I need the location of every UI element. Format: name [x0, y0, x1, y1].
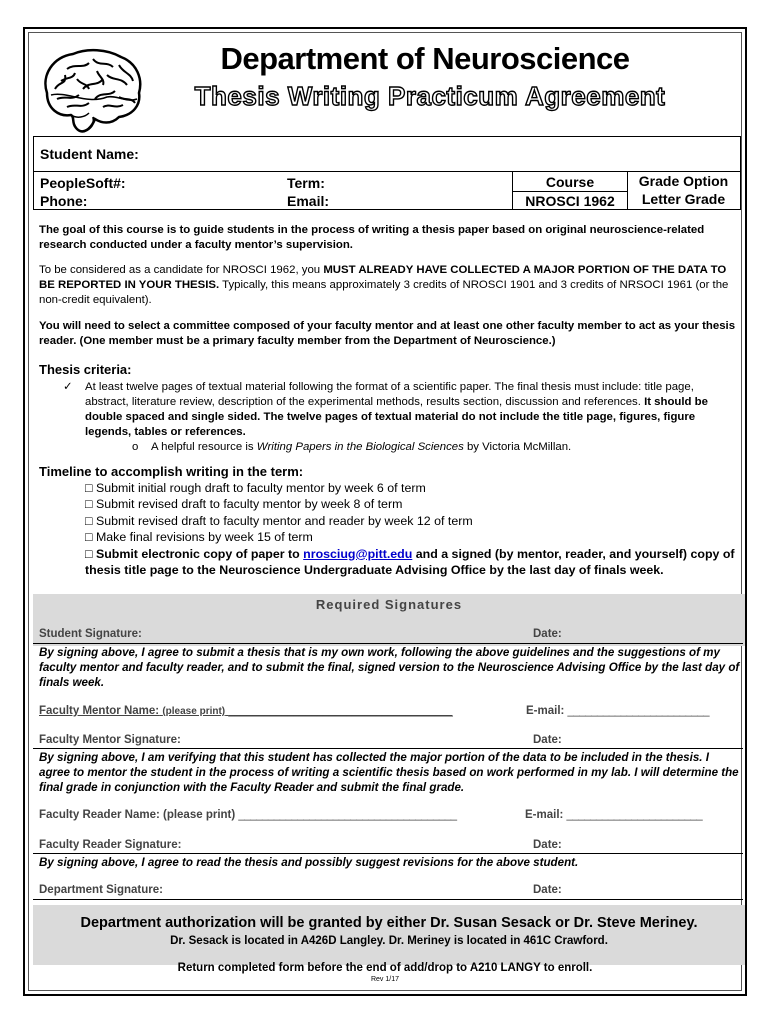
course-label: Course [545, 174, 595, 190]
checkbox-icon: □ [85, 481, 93, 495]
course-cell [512, 171, 628, 210]
mentor-email-field[interactable] [526, 705, 709, 717]
authorization-text: Department authorization will be granted by either Dr. Susan Sesack or Dr. Steve Meriney. [80, 915, 698, 931]
timeline-item-text: Submit revised draft to faculty mentor by week 8 of term [95, 497, 403, 512]
criteria-resource [132, 440, 733, 455]
bullet-icon: o [132, 441, 139, 453]
list-item [85, 496, 735, 512]
mentor-agreement-note: By signing above, I am verifying that this student has collected the major portion of the data to be included in the thesis. I agree to mentor the student in the process of writing a scientific thesis based on work performed in my lab. I will determine the final grade in conjunction with the Faculty Reader and submit the final grade. [39, 751, 739, 794]
intro-candidate-c: Typically, this means approximately 3 credits of NROSCI 1901 and 3 credits of NRSOCI 1961 (or the non-credit equivalent). [39, 279, 729, 306]
criteria-text [85, 380, 733, 440]
department-signature-label: Department Signature: [39, 884, 163, 896]
checkbox-icon: □ [85, 530, 93, 545]
reader-signature-label: Faculty Reader Signature: [39, 839, 182, 851]
mentor-name-blank: ______________________________________ [228, 705, 453, 717]
office-locations: Dr. Sesack is located in A426D Langley. Dr. Meriney is located in 461C Crawford. [170, 935, 608, 947]
checkbox-icon: □ [85, 497, 93, 512]
mentor-name-field[interactable] [39, 705, 452, 717]
timeline-last-b: and a signed (by mentor, reader, and yourself) copy of thesis title page to the Neuroscience Undergraduate Advising Office by the last day of finals week. [85, 546, 735, 578]
timeline-last-a: Submit electronic copy of paper to [95, 546, 304, 561]
student-date-label: Date: [533, 628, 562, 640]
advising-email-link[interactable]: nrosciug@pitt.edu [303, 546, 413, 561]
mentor-name-label: Faculty Mentor Name: [39, 705, 160, 717]
criteria-text-b: It should be double spaced and single sided. The twelve pages of textual material do not include the title page, figures, figure legends, tables or references. [85, 396, 708, 438]
grade-cell [626, 171, 741, 210]
intro-candidate-b: MUST ALREADY HAVE COLLECTED A MAJOR PORTION OF THE DATA TO BE REPORTED IN YOUR THESIS. [39, 264, 727, 291]
mentor-email-blank: ________________________ [567, 705, 710, 717]
page-subtitle: Thesis Writing Practicum Agreement [194, 81, 666, 111]
intro-committee: You will need to select a committee composed of your faculty mentor and at least one other faculty member to act as your thesis reader. (One member must be a primary faculty member from the Department of Neuroscience.) [39, 320, 736, 347]
list-item [85, 529, 735, 545]
timeline-list [85, 480, 735, 578]
criteria-heading: Thesis criteria: [39, 362, 132, 377]
course-divider [513, 191, 627, 192]
checkbox-icon: □ [85, 513, 93, 528]
timeline-item-text: Submit revised draft to faculty mentor and reader by week 12 of term [95, 513, 473, 528]
timeline-item-text: Submit initial rough draft to faculty mentor by week 6 of term [95, 481, 426, 495]
check-icon: ✓ [63, 381, 73, 393]
reader-name-field[interactable] [39, 809, 457, 821]
revision-label: Rev 1/17 [370, 976, 400, 983]
page-title: Department of Neuroscience [220, 41, 630, 76]
reader-name-label: Faculty Reader Name: (please print) [39, 809, 236, 821]
mentor-signature-line[interactable] [33, 748, 743, 749]
resource-b: by Victoria McMillan. [463, 441, 572, 453]
student-info-table [33, 136, 741, 210]
reader-signature-line[interactable] [33, 853, 743, 854]
please-print-label: (please print) [162, 706, 226, 717]
signatures-heading: Required Signatures [315, 597, 463, 612]
department-date-label: Date: [533, 884, 562, 896]
reader-name-blank: _____________________________________ [238, 809, 457, 821]
intro-goal: The goal of this course is to guide students in the process of writing a thesis paper based on original neuroscience-related research conducted under a faculty mentor’s supervision. [39, 224, 705, 251]
criteria-item [63, 380, 733, 455]
resource-a: A helpful resource is [151, 441, 257, 453]
peoplesoft-label: PeopleSoft#: [40, 175, 126, 191]
authorization-band [33, 905, 745, 965]
student-signature-line[interactable] [33, 643, 743, 644]
student-signature-label: Student Signature: [39, 628, 142, 640]
intro-candidate-a: To be considered as a candidate for NROSCI 1962, you [39, 264, 324, 276]
mentor-date-label: Date: [533, 734, 562, 746]
list-item [85, 546, 735, 579]
reader-agreement-note: By signing above, I agree to read the thesis and possibly suggest revisions for the above student. [39, 856, 579, 869]
course-value: NROSCI 1962 [525, 193, 615, 209]
brain-icon [37, 45, 145, 139]
student-agreement-note: By signing above, I agree to submit a thesis that is my own work, following the above guidelines and the suggestions of my faculty mentor and faculty reader, and to submit the final, signed version to the Neuroscience Advising Office by the last day of finals week. [39, 646, 740, 689]
criteria-text-a: At least twelve pages of textual material following the format of a scientific paper. The final thesis must include: title page, abstract, literature review, description of the experimental methods, results section, discussion and references. [85, 381, 694, 408]
department-signature-line[interactable] [33, 899, 743, 900]
reader-email-blank: _______________________ [566, 809, 703, 821]
form-page [23, 27, 747, 996]
reader-email-field[interactable] [525, 809, 702, 821]
grade-value: Letter Grade [641, 191, 726, 207]
term-label: Term: [287, 175, 325, 191]
mentor-signature-label: Faculty Mentor Signature: [39, 734, 181, 746]
email-label: Email: [287, 193, 330, 209]
mentor-email-label: E-mail: [526, 705, 565, 717]
timeline-item-text: Make final revisions by week 15 of term [95, 530, 313, 545]
reader-email-label: E-mail: [525, 809, 564, 821]
intro-candidate [39, 263, 739, 308]
phone-label: Phone: [40, 193, 88, 209]
list-item [85, 513, 735, 529]
student-name-label: Student Name: [40, 146, 139, 162]
resource-book: Writing Papers in the Biological Sciences [256, 441, 464, 453]
grade-label: Grade Option [638, 173, 729, 189]
reader-date-label: Date: [533, 839, 562, 851]
timeline-heading: Timeline to accomplish writing in the term: [39, 464, 304, 479]
return-instructions: Return completed form before the end of add/drop to A210 LANGY to enroll. [177, 962, 593, 974]
checkbox-icon: □ [85, 546, 93, 561]
list-item [85, 480, 735, 496]
